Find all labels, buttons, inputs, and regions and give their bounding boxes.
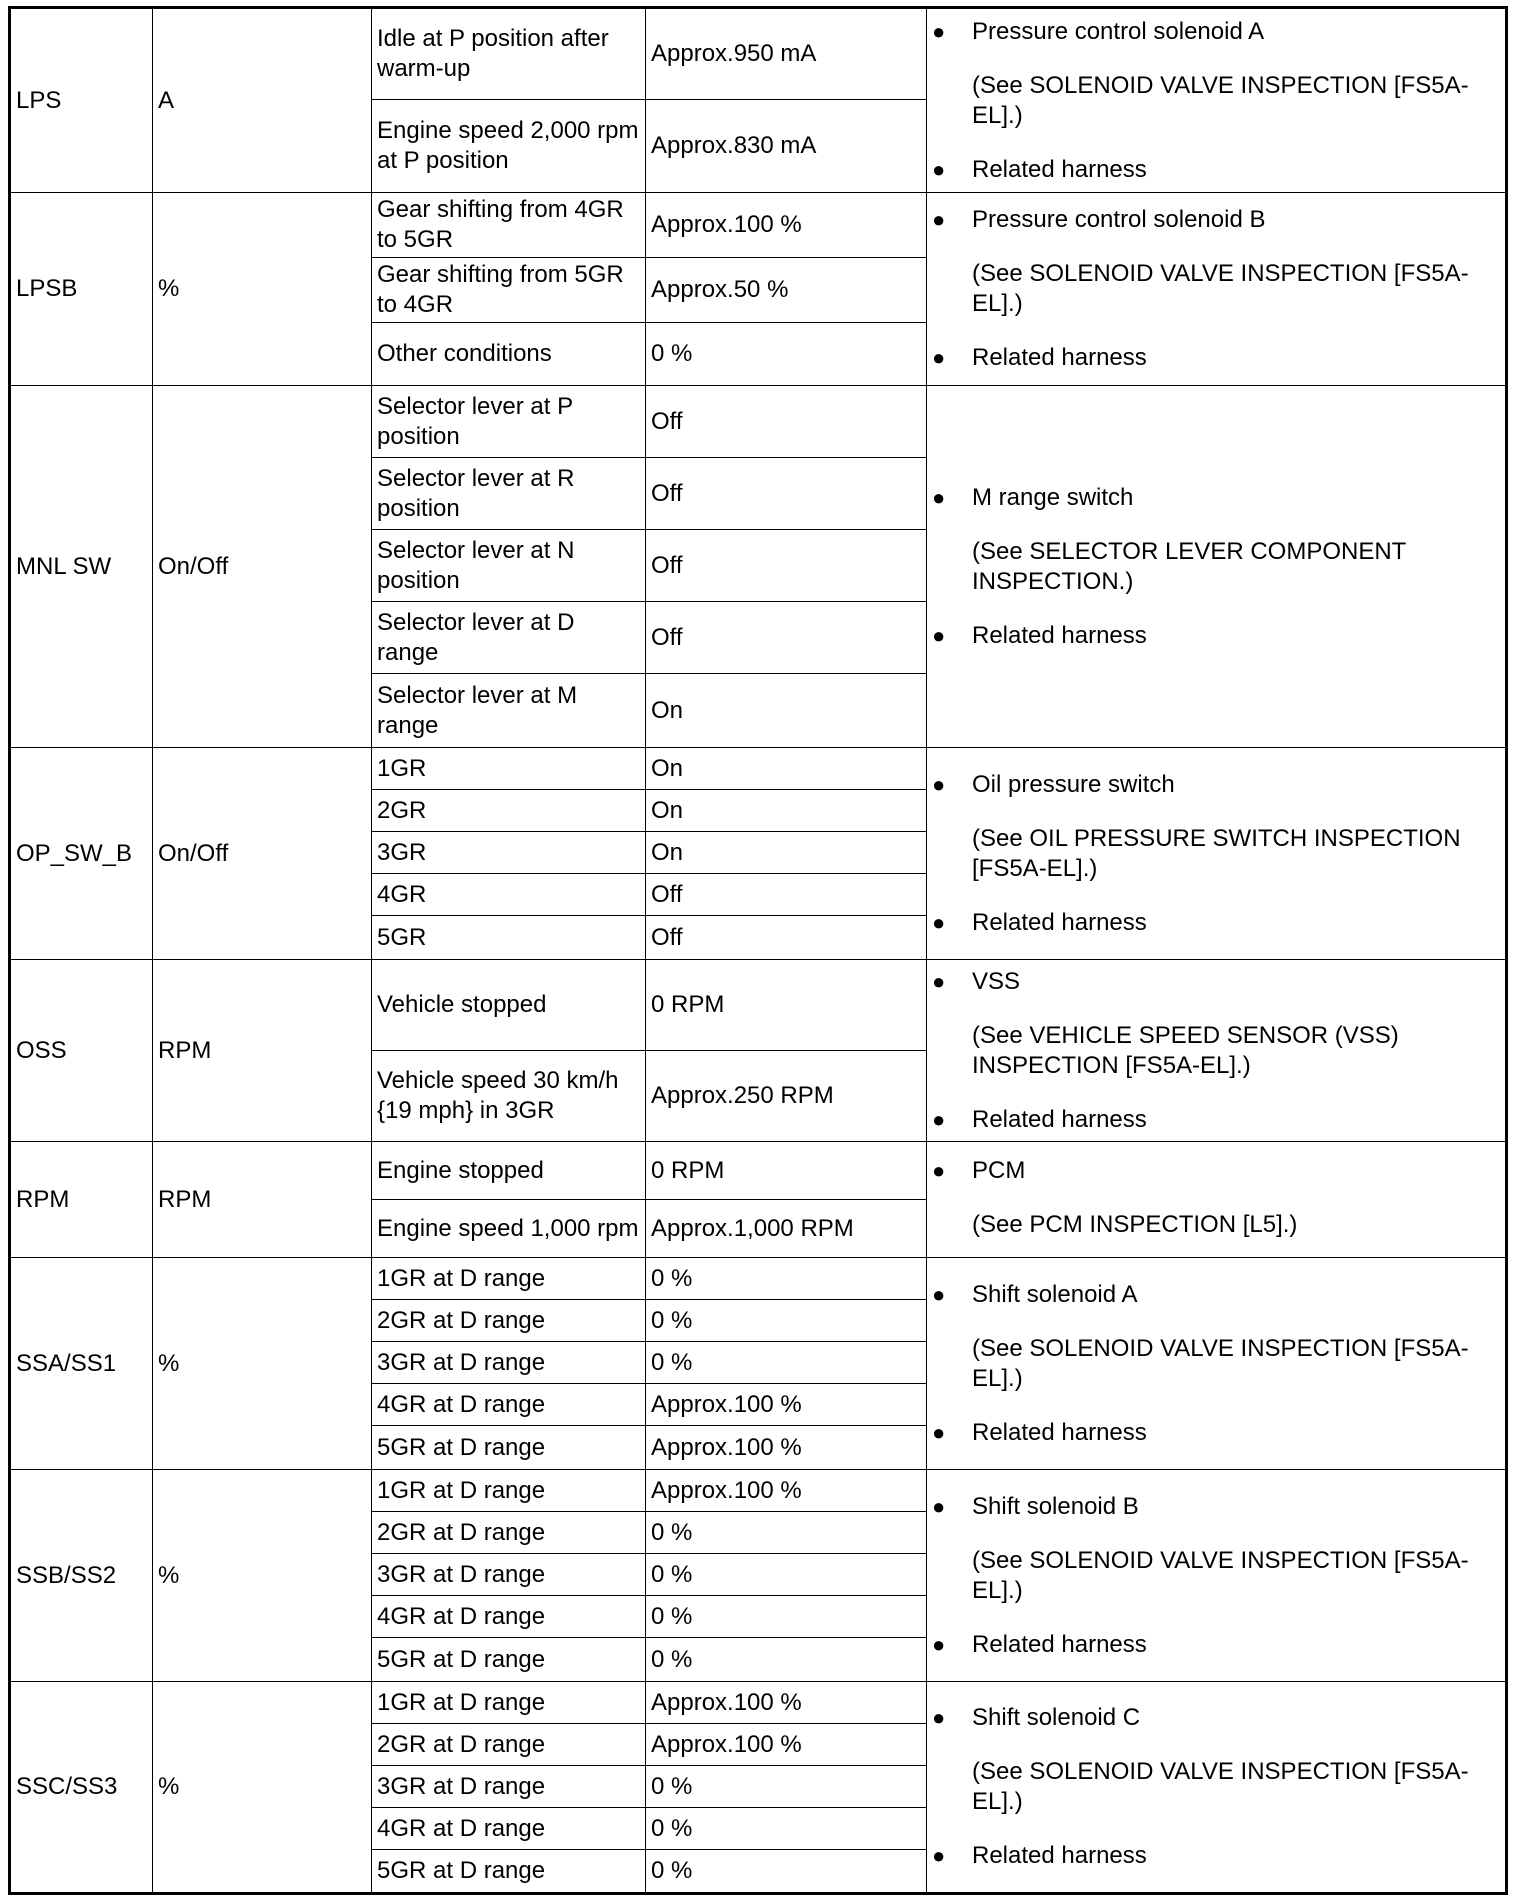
inspection-item-label: M range switch (972, 483, 1134, 511)
related-harness-bullet (932, 1105, 1500, 1135)
condition-cell: 5GR at D range (372, 1850, 646, 1894)
inspection-reference: (See SOLENOID VALVE INSPECTION [FS5A-EL].) (972, 1758, 1469, 1815)
bullet-icon: ● (932, 1419, 946, 1445)
bullet-icon: ● (932, 771, 946, 797)
value-cell: On (646, 748, 927, 790)
table-row (10, 748, 1507, 790)
related-harness-bullet (932, 1630, 1500, 1660)
pid-data-table (8, 6, 1508, 1895)
inspection-item-cell (927, 1470, 1507, 1682)
condition-cell: 1GR (372, 748, 646, 790)
pid-name: SSB/SS2 (10, 1470, 153, 1682)
inspection-item-bullet (932, 1280, 1500, 1310)
value-cell: Approx.50 % (646, 258, 927, 323)
inspection-item-bullet (932, 1703, 1500, 1733)
pid-name: OSS (10, 960, 153, 1142)
inspection-item-cell (927, 1682, 1507, 1894)
condition-cell: Selector lever at M range (372, 674, 646, 748)
value-cell: On (646, 832, 927, 874)
value-cell: Approx.950 mA (646, 8, 927, 100)
value-cell: Approx.100 % (646, 1384, 927, 1426)
pid-name: MNL SW (10, 386, 153, 748)
table-row (10, 1142, 1507, 1200)
related-harness-label: Related harness (972, 1630, 1147, 1658)
inspection-reference: (See SOLENOID VALVE INSPECTION [FS5A-EL].) (972, 1546, 1469, 1604)
condition-cell: Gear shifting from 5GR to 4GR (372, 258, 646, 323)
related-harness-label: Related harness (972, 621, 1147, 649)
table-row (10, 960, 1507, 1051)
condition-cell: Engine speed 2,000 rpm at P position (372, 100, 646, 193)
bullet-icon: ● (932, 622, 946, 648)
inspection-item-bullet (932, 967, 1500, 997)
inspection-item-bullet (932, 770, 1500, 800)
related-harness-label: Related harness (972, 155, 1147, 183)
condition-cell: Selector lever at R position (372, 458, 646, 530)
bullet-icon: ● (932, 968, 946, 994)
pid-table-body (10, 8, 1507, 1894)
related-harness-label: Related harness (972, 1418, 1147, 1446)
value-cell: 0 % (646, 1638, 927, 1682)
condition-cell: 3GR at D range (372, 1766, 646, 1808)
pid-unit: RPM (153, 960, 372, 1142)
pid-data-table-wrapper (8, 6, 1505, 1895)
value-cell: Approx.830 mA (646, 100, 927, 193)
value-cell: 0 % (646, 1808, 927, 1850)
inspection-item-cell (927, 1258, 1507, 1470)
related-harness-label: Related harness (972, 1842, 1147, 1869)
pid-name: LPS (10, 8, 153, 193)
value-cell: 0 RPM (646, 960, 927, 1051)
inspection-item-cell (927, 748, 1507, 960)
bullet-icon: ● (932, 1157, 946, 1183)
value-cell: Off (646, 916, 927, 960)
pid-name: OP_SW_B (10, 748, 153, 960)
pid-unit: % (153, 1258, 372, 1470)
inspection-reference: (See SOLENOID VALVE INSPECTION [FS5A-EL].) (972, 260, 1469, 317)
inspection-item-cell (927, 386, 1507, 748)
pid-name: LPSB (10, 193, 153, 386)
inspection-item-label: Pressure control solenoid B (972, 206, 1266, 233)
pid-unit: On/Off (153, 386, 372, 748)
bullet-icon: ● (932, 345, 946, 370)
pid-name: SSA/SS1 (10, 1258, 153, 1470)
inspection-reference: (See SOLENOID VALVE INSPECTION [FS5A-EL].) (972, 1334, 1469, 1392)
condition-cell: 5GR at D range (372, 1638, 646, 1682)
condition-cell: Vehicle stopped (372, 960, 646, 1051)
value-cell: 0 % (646, 1766, 927, 1808)
table-row (10, 386, 1507, 458)
bullet-icon: ● (932, 484, 946, 510)
value-cell: Approx.100 % (646, 1470, 927, 1512)
value-cell: 0 % (646, 1554, 927, 1596)
inspection-item-bullet (932, 17, 1500, 47)
inspection-item-cell (927, 1142, 1507, 1258)
condition-cell: 1GR at D range (372, 1682, 646, 1724)
related-harness-bullet (932, 621, 1500, 651)
inspection-item-cell (927, 8, 1507, 193)
table-row (10, 193, 1507, 258)
related-harness-bullet (932, 1841, 1500, 1871)
bullet-icon: ● (932, 1843, 946, 1868)
bullet-icon: ● (932, 207, 946, 232)
inspection-reference: (See VEHICLE SPEED SENSOR (VSS) INSPECTION [FS5A-EL].) (972, 1021, 1399, 1079)
condition-cell: Engine speed 1,000 rpm (372, 1200, 646, 1258)
bullet-icon: ● (932, 1493, 946, 1519)
value-cell: 0 % (646, 323, 927, 386)
condition-cell: 2GR at D range (372, 1512, 646, 1554)
table-row (10, 1258, 1507, 1300)
pid-unit: % (153, 193, 372, 386)
inspection-item-label: VSS (972, 967, 1021, 995)
value-cell: Approx.100 % (646, 1724, 927, 1766)
related-harness-label: Related harness (972, 1105, 1147, 1133)
inspection-reference: (See PCM INSPECTION [L5].) (972, 1210, 1298, 1238)
condition-cell: 4GR at D range (372, 1596, 646, 1638)
pid-unit: % (153, 1470, 372, 1682)
inspection-item-bullet (932, 483, 1500, 513)
value-cell: Off (646, 602, 927, 674)
inspection-item-label: PCM (972, 1156, 1026, 1184)
inspection-item-label: Pressure control solenoid A (972, 17, 1265, 45)
pid-unit: A (153, 8, 372, 193)
value-cell: Approx.250 RPM (646, 1051, 927, 1142)
value-cell: Approx.100 % (646, 1426, 927, 1470)
inspection-reference: (See SELECTOR LEVER COMPONENT INSPECTION.) (972, 537, 1406, 595)
value-cell: 0 RPM (646, 1142, 927, 1200)
related-harness-bullet (932, 155, 1500, 185)
value-cell: Off (646, 458, 927, 530)
inspection-item-label: Oil pressure switch (972, 770, 1175, 798)
pid-unit: % (153, 1682, 372, 1894)
bullet-icon: ● (932, 18, 946, 44)
pid-unit: On/Off (153, 748, 372, 960)
condition-cell: Selector lever at N position (372, 530, 646, 602)
condition-cell: 2GR at D range (372, 1724, 646, 1766)
inspection-item-label: Shift solenoid A (972, 1280, 1138, 1308)
bullet-icon: ● (932, 909, 946, 935)
value-cell: Approx.100 % (646, 1682, 927, 1724)
related-harness-bullet (932, 908, 1500, 938)
inspection-item-bullet (932, 1156, 1500, 1186)
condition-cell: 1GR at D range (372, 1258, 646, 1300)
value-cell: 0 % (646, 1258, 927, 1300)
condition-cell: Selector lever at P position (372, 386, 646, 458)
condition-cell: 2GR (372, 790, 646, 832)
condition-cell: Vehicle speed 30 km/h {19 mph} in 3GR (372, 1051, 646, 1142)
condition-cell: 5GR (372, 916, 646, 960)
inspection-item-label: Shift solenoid B (972, 1492, 1139, 1520)
table-row (10, 8, 1507, 100)
condition-cell: Idle at P position after warm-up (372, 8, 646, 100)
pid-name: RPM (10, 1142, 153, 1258)
value-cell: Approx.1,000 RPM (646, 1200, 927, 1258)
bullet-icon: ● (932, 1705, 946, 1730)
value-cell: Off (646, 874, 927, 916)
bullet-icon: ● (932, 1106, 946, 1132)
pid-name: SSC/SS3 (10, 1682, 153, 1894)
value-cell: Approx.100 % (646, 193, 927, 258)
value-cell: On (646, 674, 927, 748)
value-cell: Off (646, 386, 927, 458)
value-cell: On (646, 790, 927, 832)
inspection-item-bullet (932, 1492, 1500, 1522)
table-row (10, 1470, 1507, 1512)
condition-cell: Other conditions (372, 323, 646, 386)
inspection-item-label: Shift solenoid C (972, 1704, 1141, 1731)
condition-cell: Gear shifting from 4GR to 5GR (372, 193, 646, 258)
inspection-item-cell (927, 960, 1507, 1142)
related-harness-bullet (932, 1418, 1500, 1448)
value-cell: 0 % (646, 1342, 927, 1384)
condition-cell: Engine stopped (372, 1142, 646, 1200)
condition-cell: 3GR at D range (372, 1554, 646, 1596)
condition-cell: 4GR at D range (372, 1384, 646, 1426)
condition-cell: 5GR at D range (372, 1426, 646, 1470)
bullet-icon: ● (932, 156, 946, 182)
condition-cell: 3GR (372, 832, 646, 874)
condition-cell: 4GR at D range (372, 1808, 646, 1850)
inspection-item-bullet (932, 205, 1500, 235)
condition-cell: 2GR at D range (372, 1300, 646, 1342)
condition-cell: 3GR at D range (372, 1342, 646, 1384)
condition-cell: 4GR (372, 874, 646, 916)
condition-cell: Selector lever at D range (372, 602, 646, 674)
related-harness-label: Related harness (972, 344, 1147, 371)
inspection-reference: (See SOLENOID VALVE INSPECTION [FS5A-EL].) (972, 71, 1469, 129)
bullet-icon: ● (932, 1631, 946, 1657)
pid-unit: RPM (153, 1142, 372, 1258)
value-cell: 0 % (646, 1300, 927, 1342)
inspection-reference: (See OIL PRESSURE SWITCH INSPECTION [FS5A-EL].) (972, 824, 1461, 882)
table-row (10, 1682, 1507, 1724)
inspection-item-cell (927, 193, 1507, 386)
value-cell: Off (646, 530, 927, 602)
related-harness-label: Related harness (972, 908, 1147, 936)
value-cell: 0 % (646, 1850, 927, 1894)
value-cell: 0 % (646, 1512, 927, 1554)
bullet-icon: ● (932, 1281, 946, 1307)
value-cell: 0 % (646, 1596, 927, 1638)
condition-cell: 1GR at D range (372, 1470, 646, 1512)
related-harness-bullet (932, 343, 1500, 373)
